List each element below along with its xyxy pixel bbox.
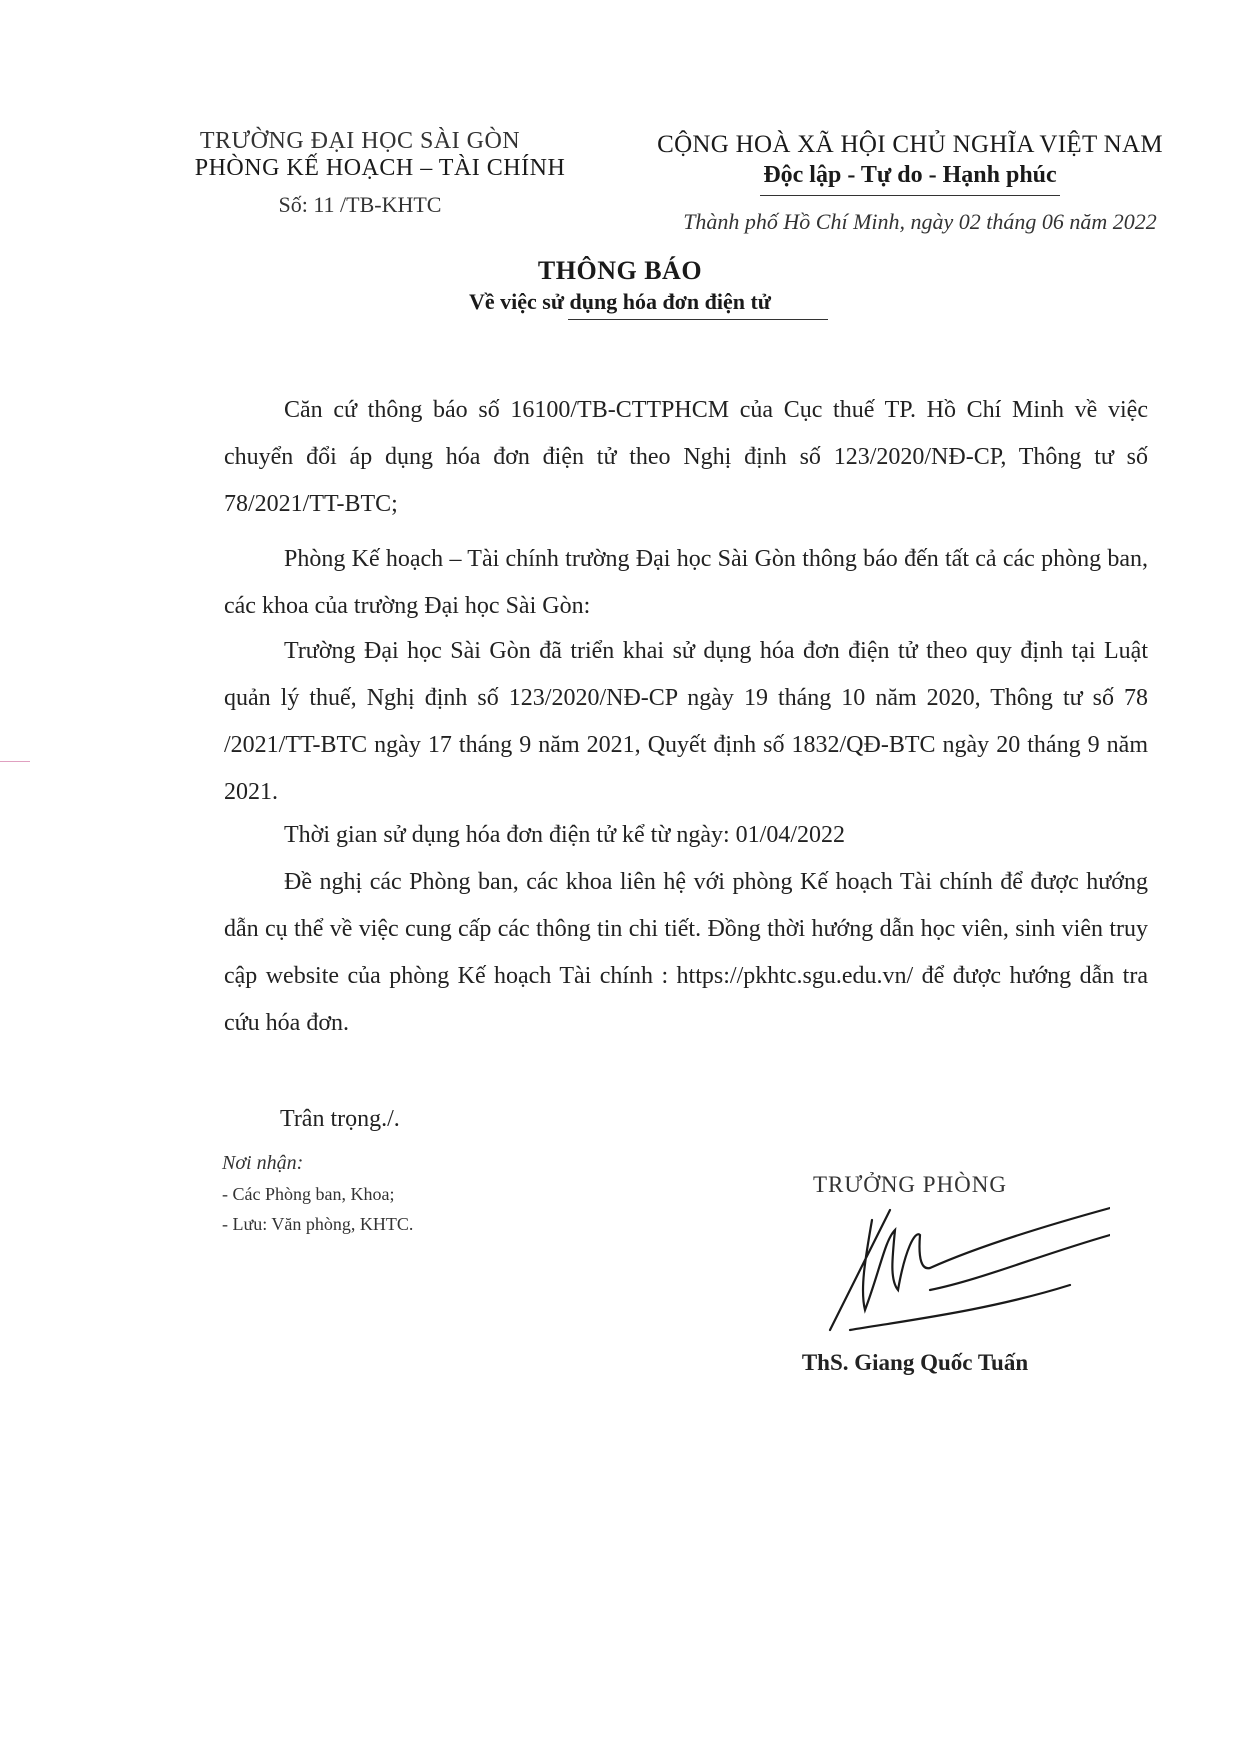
signer-title: TRƯỞNG PHÒNG (812, 1172, 1008, 1197)
document-subtitle: Về việc sử dụng hóa đơn điện tử (468, 289, 772, 314)
paragraph-effective-date: Thời gian sử dụng hóa đơn điện tử kể từ ngày: 01/04/2022 (284, 822, 846, 848)
national-title: CỘNG HOÀ XÃ HỘI CHỦ NGHĨA VIỆT NAM (657, 131, 1163, 158)
margin-mark (0, 761, 30, 762)
motto-underline (760, 195, 1060, 196)
paragraph-announcement: Phòng Kế hoạch – Tài chính trường Đại học Sài Gòn thông báo đến tất cả các phòng ban, các khoa của trường Đại học Sài Gòn: (224, 546, 1148, 619)
organization-name: TRƯỜNG ĐẠI HỌC SÀI GÒN (199, 128, 521, 154)
place-and-date: Thành phố Hồ Chí Minh, ngày 02 tháng 06 năm 2022 (683, 209, 1157, 234)
recipient-item: - Các Phòng ban, Khoa; (222, 1184, 395, 1204)
subtitle-underline (568, 319, 828, 320)
recipient-item: - Lưu: Văn phòng, KHTC. (222, 1214, 414, 1234)
handwritten-signature (810, 1190, 1110, 1340)
department-name: PHÒNG KẾ HOẠCH – TÀI CHÍNH (194, 155, 566, 181)
paragraph-basis: Căn cứ thông báo số 16100/TB-CTTPHCM của Cục thuế TP. Hồ Chí Minh về việc chuyển đổi áp dụng hóa đơn điện tử theo Nghị định số 123/2020/NĐ-CP, Thông tư số 78/2021/TT-BTC; (224, 397, 1148, 517)
closing-regards: Trân trọng./. (280, 1106, 400, 1132)
paragraph-request: Đề nghị các Phòng ban, các khoa liên hệ với phòng Kế hoạch Tài chính để được hướng dẫn cụ thể về việc cung cấp các thông tin chi tiết. Đồng thời hướng dẫn học viên, sinh viên truy cập website của phòng Kế hoạch Tài chính : https://pkhtc.sgu.edu.vn/ để được hướng dẫn tra cứu hóa đơn. (224, 869, 1148, 1036)
recipients-heading: Nơi nhận: (222, 1152, 304, 1174)
national-motto: Độc lập - Tự do - Hạnh phúc (763, 162, 1057, 188)
document-title: THÔNG BÁO (537, 256, 703, 285)
signer-name: ThS. Giang Quốc Tuấn (801, 1350, 1029, 1375)
document-number: Số: 11 /TB-KHTC (278, 192, 442, 217)
paragraph-implementation: Trường Đại học Sài Gòn đã triển khai sử dụng hóa đơn điện tử theo quy định tại Luật quản lý thuế, Nghị định số 123/2020/NĐ-CP ngày 19 tháng 10 năm 2020, Thông tư số 78 /2021/TT-BTC ngày 17 tháng 9 năm 2021, Quyết định số 1832/QĐ-BTC ngày 20 tháng 9 năm 2021. (224, 638, 1148, 805)
